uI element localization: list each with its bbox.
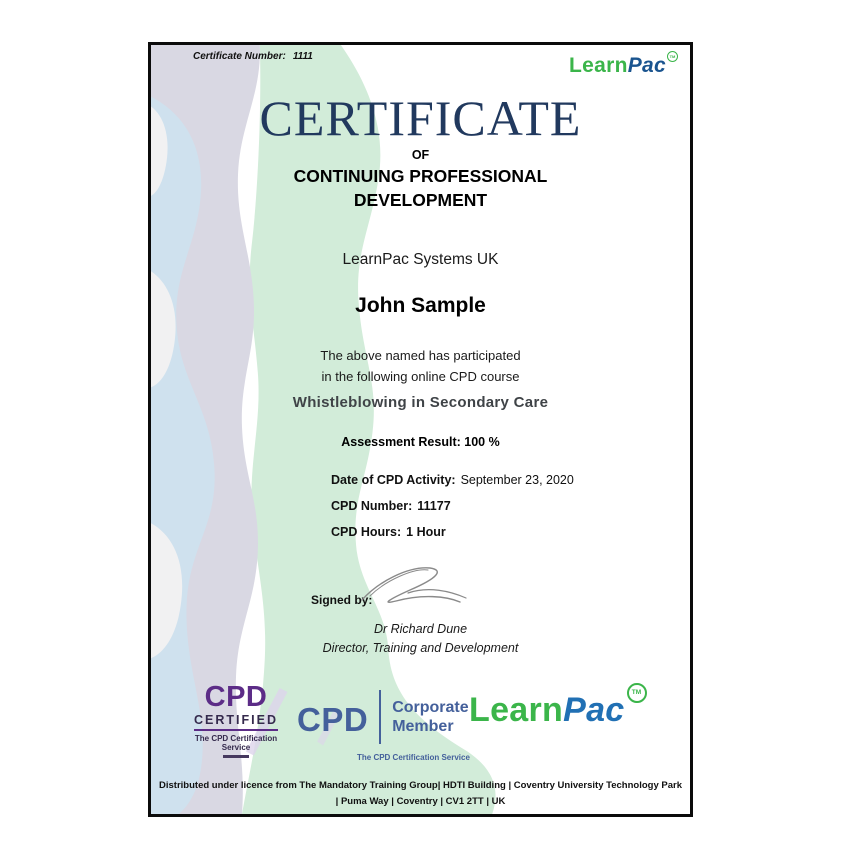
footer-line-1: Distributed under licence from The Mandatory Training Group| HDTI Building | Coventry University Technology Park [159, 780, 682, 791]
signatory-title: Director, Training and Development [322, 641, 519, 655]
cpd-number-label: CPD Number: [331, 499, 413, 513]
cpd-detail-row-number [331, 499, 574, 513]
recipient-name: John Sample [355, 294, 486, 317]
assessment-value: 100 % [464, 435, 500, 449]
cpd-certified-collective-mark [223, 755, 249, 758]
cpd-member-cpd-text: CPD [297, 701, 369, 738]
assessment-label: Assessment Result: [341, 435, 461, 449]
participation-statement [151, 346, 690, 387]
certificate-of: OF [411, 148, 430, 162]
learnpac-large-pac-text: Pac [563, 691, 625, 729]
cpd-certified-sub-line-2: Service [221, 743, 251, 752]
learnpac-learn-text: Learn [569, 54, 628, 77]
certificate-title: CERTIFICATE [259, 90, 582, 146]
learnpac-large-learn-text: Learn [469, 691, 564, 729]
footer-line-2: | Puma Way | Coventry | CV1 2TT | UK [335, 796, 506, 807]
course-title: Whistleblowing in Secondary Care [292, 394, 549, 411]
cpd-date-label: Date of CPD Activity: [331, 473, 456, 487]
cpd-certified-cpd-text: CPD [204, 681, 268, 713]
signatory-name: Dr Richard Dune [373, 622, 468, 636]
learnpac-pac-text: Pac [627, 54, 666, 77]
participation-line-2: in the following online CPD course [321, 368, 520, 384]
learnpac-logo-top [569, 55, 678, 76]
signature [356, 558, 481, 613]
cpd-certified-sub-line-1: The CPD Certification [194, 733, 278, 743]
cpd-detail-row-hours [331, 525, 574, 539]
cpd-hours-label: CPD Hours: [331, 525, 402, 539]
trademark-icon: TM [667, 51, 678, 62]
issuer-name: LearnPac Systems UK [342, 251, 499, 268]
cpd-detail-row-date [331, 473, 574, 487]
cpd-hours-value: 1 Hour [406, 525, 446, 539]
subtitle-line-2: DEVELOPMENT [353, 190, 488, 210]
cpd-member-divider [379, 690, 381, 744]
trademark-icon-large: TM [627, 683, 647, 703]
cpd-certified-text: CERTIFIED [194, 714, 278, 731]
certificate-subtitle [256, 164, 586, 212]
signed-by-label: Signed by: [311, 593, 373, 607]
learnpac-logo-large [469, 688, 647, 729]
certificate-number-value: 1111 [292, 51, 313, 62]
certificate-number-label: Certificate Number: [193, 51, 286, 62]
cpd-corporate-member-logo [297, 690, 470, 762]
cpd-member-line-2: Member [392, 718, 454, 735]
subtitle-line-1: CONTINUING PROFESSIONAL [293, 166, 548, 186]
cpd-member-subtext: The CPD Certification Service [357, 753, 470, 762]
footer-licence-text [151, 778, 690, 810]
participation-line-1: The above named has participated [320, 348, 521, 363]
cpd-member-line-1: Corporate [392, 699, 469, 716]
cpd-number-value: 11177 [417, 499, 451, 513]
cpd-details [331, 473, 574, 551]
cpd-date-value: September 23, 2020 [460, 473, 574, 487]
certificate-number [193, 51, 313, 62]
certificate-page [148, 42, 693, 817]
assessment-result [151, 435, 690, 449]
cpd-certified-logo [185, 683, 287, 758]
